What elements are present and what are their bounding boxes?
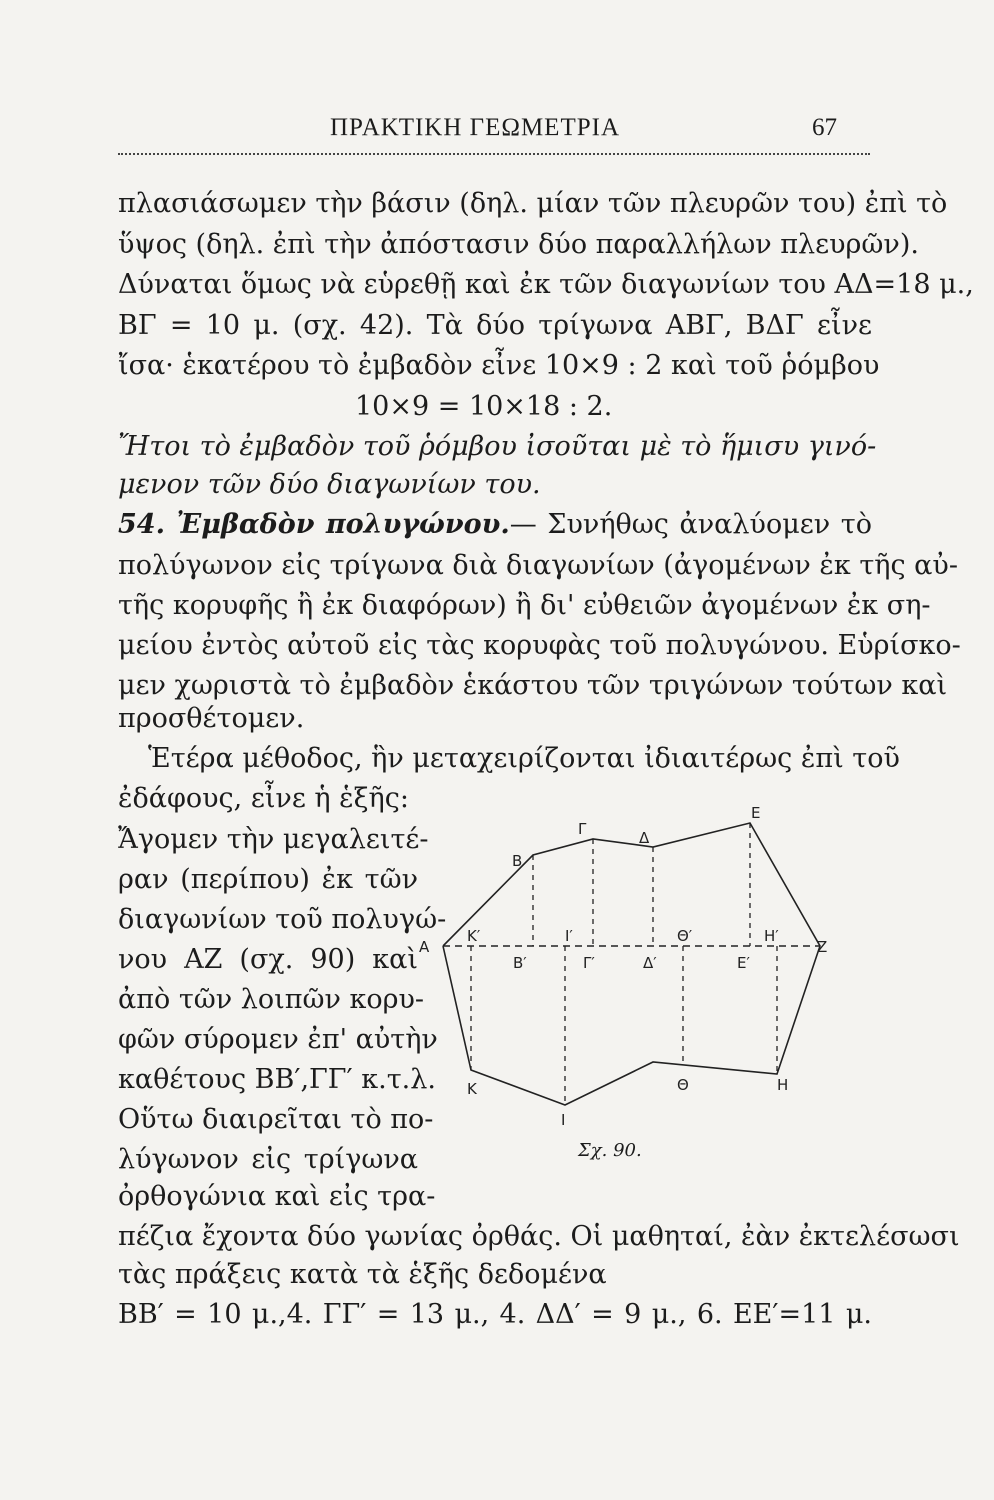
section-first-text: — Συνήθως ἀναλύομεν τὸ [509,509,872,540]
rule-line: Ἤτοι τὸ ἐμβαδὸν τοῦ ῥόμβου ἰσοῦται μὲ τὸ ἥμισυ γινό- [118,431,877,462]
text-line: πέζια ἔχοντα δύο γωνίας ὀρθάς. Οἱ μαθηταί, ἐὰν ἐκτελέσωσι [118,1221,960,1252]
polygon-figure [415,800,835,1180]
label-vertex-g: Γ [578,820,587,838]
label-vertex-h: Η [777,1076,789,1094]
label-vertex-d: Δ [639,829,650,847]
wrapped-line: διαγωνίων τοῦ πολυγώ- [118,904,447,935]
wrapped-line: καθέτους ΒΒ′,ΓΓ′ κ.τ.λ. [118,1064,436,1095]
label-vertex-a: Α [419,938,430,956]
text-line: πλασιάσωμεν τὴν βάσιν (δηλ. μίαν τῶν πλευρῶν του) ἐπὶ τὸ [118,188,948,219]
text-line: τὰς πράξεις κατὰ τὰ ἑξῆς δεδομένα [118,1259,607,1290]
polygon-diagram [415,800,835,1180]
section-first-line [118,508,872,542]
text-line: ἴσα· ἑκατέρου τὸ ἐμβαδὸν εἶνε 10×9 : 2 καὶ τοῦ ῥόμβου [118,350,880,381]
text-line: πολύγωνον εἰς τρίγωνα διὰ διαγωνίων (ἀγομένων ἐκ τῆς αὐ- [118,550,958,581]
label-foot-e: Ε′ [737,954,750,972]
label-vertex-k: Κ [467,1080,477,1098]
text-line: Ἑτέρα μέθοδος, ἣν μεταχειρίζονται ἰδιαιτέρως ἐπὶ τοῦ [148,743,900,774]
wrapped-line: ὀρθογώνια καὶ εἰς τρα- [118,1181,436,1212]
wrapped-line: φῶν σύρομεν ἐπ' αὐτὴν [118,1024,438,1055]
label-vertex-b: Β [512,852,523,870]
text-line: ΒΓ = 10 μ. (σχ. 42). Τὰ δύο τρίγωνα ΑΒΓ, ΒΔΓ εἶνε [118,310,872,341]
wrapped-line: ραν (περίπου) ἐκ τῶν [118,864,418,895]
text-line: τῆς κορυφῆς ἢ ἐκ διαφόρων) ἢ δι' εὐθειῶν ἀγομένων ἐκ ση- [118,590,931,621]
label-foot-k: Κ′ [467,927,481,945]
label-vertex-th: Θ [677,1076,689,1094]
header-rule [118,153,870,155]
data-line: ΒΒ′ = 10 μ.,4. ΓΓ′ = 13 μ., 4. ΔΔ′ = 9 μ., 6. ΕΕ′=11 μ. [118,1299,872,1330]
label-vertex-i: Ι [561,1111,566,1129]
wrapped-line: ἀπὸ τῶν λοιπῶν κορυ- [118,984,425,1015]
wrapped-line: Οὕτω διαιρεῖται τὸ πο- [118,1104,434,1135]
text-line: προσθέτομεν. [118,703,305,734]
section-heading: 54. Ἐμβαδὸν πολυγώνου. [118,509,510,540]
polygon-outline [443,823,820,1105]
label-foot-b: Β′ [513,954,527,972]
label-vertex-e: Ε [751,804,761,822]
label-foot-g: Γ′ [583,954,595,972]
label-foot-d: Δ′ [643,954,657,972]
text-line: ὕψος (δηλ. ἐπὶ τὴν ἀπόστασιν δύο παραλλήλων πλευρῶν). [118,229,919,260]
label-vertex-z: Ζ [817,938,828,956]
figure-caption: Σχ. 90. [578,1140,642,1161]
rule-line: μενον τῶν δύο διαγωνίων του. [118,469,541,500]
label-foot-h: Η′ [764,927,779,945]
label-foot-i: Ι′ [565,927,573,945]
label-foot-th: Θ′ [677,927,693,945]
page-number: 67 [812,114,837,141]
text-line: μείου ἐντὸς αὐτοῦ εἰς τὰς κορυφὰς τοῦ πολυγώνου. Εὑρίσκο- [118,630,961,661]
wrapped-line: Ἄγομεν τὴν μεγαλειτέ- [118,824,429,855]
text-line: Δύναται ὅμως νὰ εὑρεθῇ καὶ ἐκ τῶν διαγωνίων του ΑΔ=18 μ., [118,269,974,300]
text-line: ἐδάφους, εἶνε ἡ ἑξῆς: [118,783,409,814]
page-header [0,108,994,148]
wrapped-line: νου ΑΖ (σχ. 90) καὶ [118,944,418,975]
text-line: μεν χωριστὰ τὸ ἐμβαδὸν ἑκάστου τῶν τριγώνων τούτων καὶ [118,670,948,701]
running-title: ΠΡΑΚΤΙΚΗ ΓΕΩΜΕΤΡΙΑ [330,114,621,141]
wrapped-line: λύγωνον εἰς τρίγωνα [118,1144,418,1175]
formula: 10×9 = 10×18 : 2. [355,391,613,422]
